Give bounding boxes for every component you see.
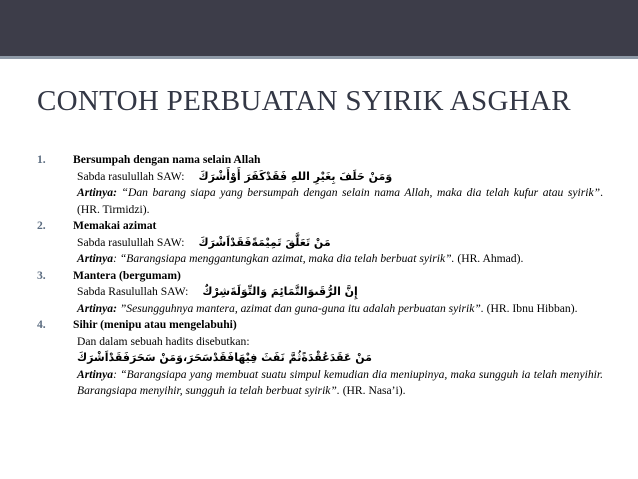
- artinya-paragraph: [73, 185, 603, 218]
- header-divider: [0, 56, 638, 59]
- item-number: 4.: [37, 318, 46, 331]
- hadith-source: (HR. Ahmad).: [454, 252, 524, 265]
- artinya-text: “Dan barang siapa yang bersumpah dengan selain nama Allah, maka dia telah kufur atau syirik”: [121, 186, 601, 199]
- item-number: 1.: [37, 153, 46, 166]
- sabda-label: Sabda Rasulullah SAW:: [77, 285, 189, 298]
- sabda-label: Dan dalam sebuah hadits disebutkan:: [77, 334, 250, 348]
- artinya-text: : “Barangsiapa menggantungkan azimat, maka dia telah berbuat syirik”.: [113, 252, 455, 265]
- list-item-3: [37, 268, 603, 318]
- item-heading: Sihir (menipu atau mengelabuhi): [73, 318, 237, 331]
- sabda-line: [73, 284, 603, 301]
- list-item-2: [37, 218, 603, 268]
- artinya-label: Artinya: [77, 252, 114, 265]
- item-heading: Bersumpah dengan nama selain Allah: [73, 153, 261, 166]
- artinya-paragraph: [73, 251, 603, 268]
- artinya-text: ”Sesungguhnya mantera, azimat dan guna-guna itu adalah perbuatan syirik”.: [116, 301, 484, 315]
- arabic-text: مَنْ عَقَدَعُقْدَةًثُمَّ نَفَثَ فِيْهَافَقَدْسَحَرَ،وَمَنْ سَحَرَفَقَدْاَشْرَكَ: [77, 351, 372, 364]
- arabic-text: وَمَنْ حَلَفَ بِغَيْرِ اللهِ فَقَدْكَفَرَ أَوْأَشْرَكَ: [198, 169, 393, 183]
- slide-content: [37, 152, 603, 400]
- artinya-label: Artinya:: [77, 301, 117, 315]
- list-item-1: [37, 152, 603, 218]
- list-item-4: [37, 317, 603, 400]
- slide-title: CONTOH PERBUATAN SYIRIK ASGHAR: [37, 85, 571, 117]
- hadith-source: (HR. Ibnu Hibban).: [483, 301, 578, 315]
- arabic-text: إِنَّ الرُّقَىوَالتَّمَائِمَ وَالتِّوَلَةَشِرْكٌ: [202, 285, 358, 298]
- artinya-text: : “Barangsiapa yang membuat suatu simpul kemudian dia meniupinya, maka sungguh ia telah menyihir. Barangsiapa menyihir, sungguh ia telah berbuat syirik”.: [77, 367, 603, 397]
- sabda-line: [73, 169, 603, 186]
- item-heading: Memakai azimat: [73, 219, 157, 232]
- hadith-source: . (HR. Tirmidzi).: [77, 186, 604, 216]
- sabda-line: [73, 235, 603, 252]
- sabda-label: Sabda rasulullah SAW:: [77, 169, 185, 183]
- header-bar: [0, 0, 638, 56]
- item-number: 3.: [37, 268, 46, 282]
- artinya-label: Artinya: [77, 367, 114, 381]
- artinya-label: Artinya:: [77, 186, 117, 199]
- arabic-text: مَنْ تَعَلَّقَ تَمِيْمَةًفَقَدْاَشْرَكَ: [198, 235, 331, 249]
- item-number: 2.: [37, 219, 46, 232]
- hadith-source: (HR. Nasa’i).: [339, 384, 406, 397]
- item-heading: Mantera (bergumam): [73, 268, 181, 282]
- artinya-paragraph: [73, 301, 603, 318]
- sabda-label: Sabda rasulullah SAW:: [77, 235, 185, 249]
- artinya-paragraph: [73, 367, 603, 400]
